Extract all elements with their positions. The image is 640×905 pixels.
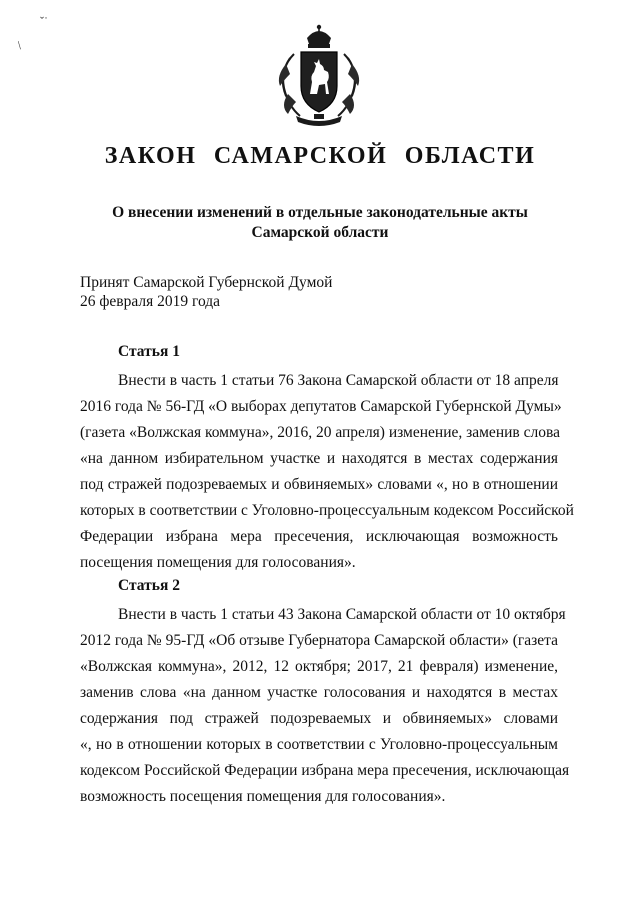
- article-text: [80, 368, 574, 576]
- text-line: заменив слова «на данном участке голосования и находятся в местах: [80, 684, 558, 701]
- scan-mark: /: [14, 38, 25, 52]
- text-line: содержания под стражей подозреваемых и обвиняемых» словами: [80, 710, 558, 727]
- text-line: (газета «Волжская коммуна», 2016, 20 апреля) изменение, заменив слова: [80, 424, 560, 441]
- text-line: под стражей подозреваемых и обвиняемых» словами «, но в отношении: [80, 476, 558, 493]
- text-line: Внести в часть 1 статьи 76 Закона Самарской области от 18 апреля: [118, 372, 559, 389]
- text-line: Федерации избрана мера пресечения, исключающая возможность: [80, 528, 558, 545]
- text-line: «, но в отношении которых в соответствии с Уголовно-процессуальным: [80, 736, 558, 753]
- scan-mark: ˇ˙: [40, 14, 48, 28]
- document-subtitle: [0, 203, 640, 243]
- samara-coat-of-arms-icon: [274, 24, 364, 130]
- text-line: которых в соответствии с Уголовно-процессуальным кодексом Российской: [80, 502, 574, 519]
- article-text: [80, 602, 570, 810]
- adoption-line: Принят Самарской Губернской Думой: [80, 274, 333, 291]
- text-line: 2016 года № 56-ГД «О выборах депутатов Самарской Губернской Думы»: [80, 398, 562, 415]
- text-line: 2012 года № 95-ГД «Об отзыве Губернатора Самарской области» (газета: [80, 632, 558, 649]
- text-line: «Волжская коммуна», 2012, 12 октября; 2017, 21 февраля) изменение,: [80, 658, 558, 675]
- article-heading: Статья 1: [118, 343, 180, 360]
- subtitle-line: Самарской области: [251, 224, 389, 241]
- text-line: посещения помещения для голосования».: [80, 554, 356, 571]
- text-line: кодексом Российской Федерации избрана мера пресечения, исключающая: [80, 762, 570, 779]
- document-title: ЗАКОН САМАРСКОЙ ОБЛАСТИ: [104, 143, 536, 169]
- adoption-date: 26 февраля 2019 года: [80, 293, 221, 310]
- text-line: «на данном избирательном участке и находятся в местах содержания: [80, 450, 558, 467]
- subtitle-line: О внесении изменений в отдельные законодательные акты: [112, 204, 528, 221]
- adoption-note: [80, 273, 332, 311]
- text-line: Внести в часть 1 статьи 43 Закона Самарской области от 10 октября: [118, 606, 566, 623]
- text-line: возможность посещения помещения для голосования».: [80, 788, 446, 805]
- article-heading: Статья 2: [118, 577, 180, 594]
